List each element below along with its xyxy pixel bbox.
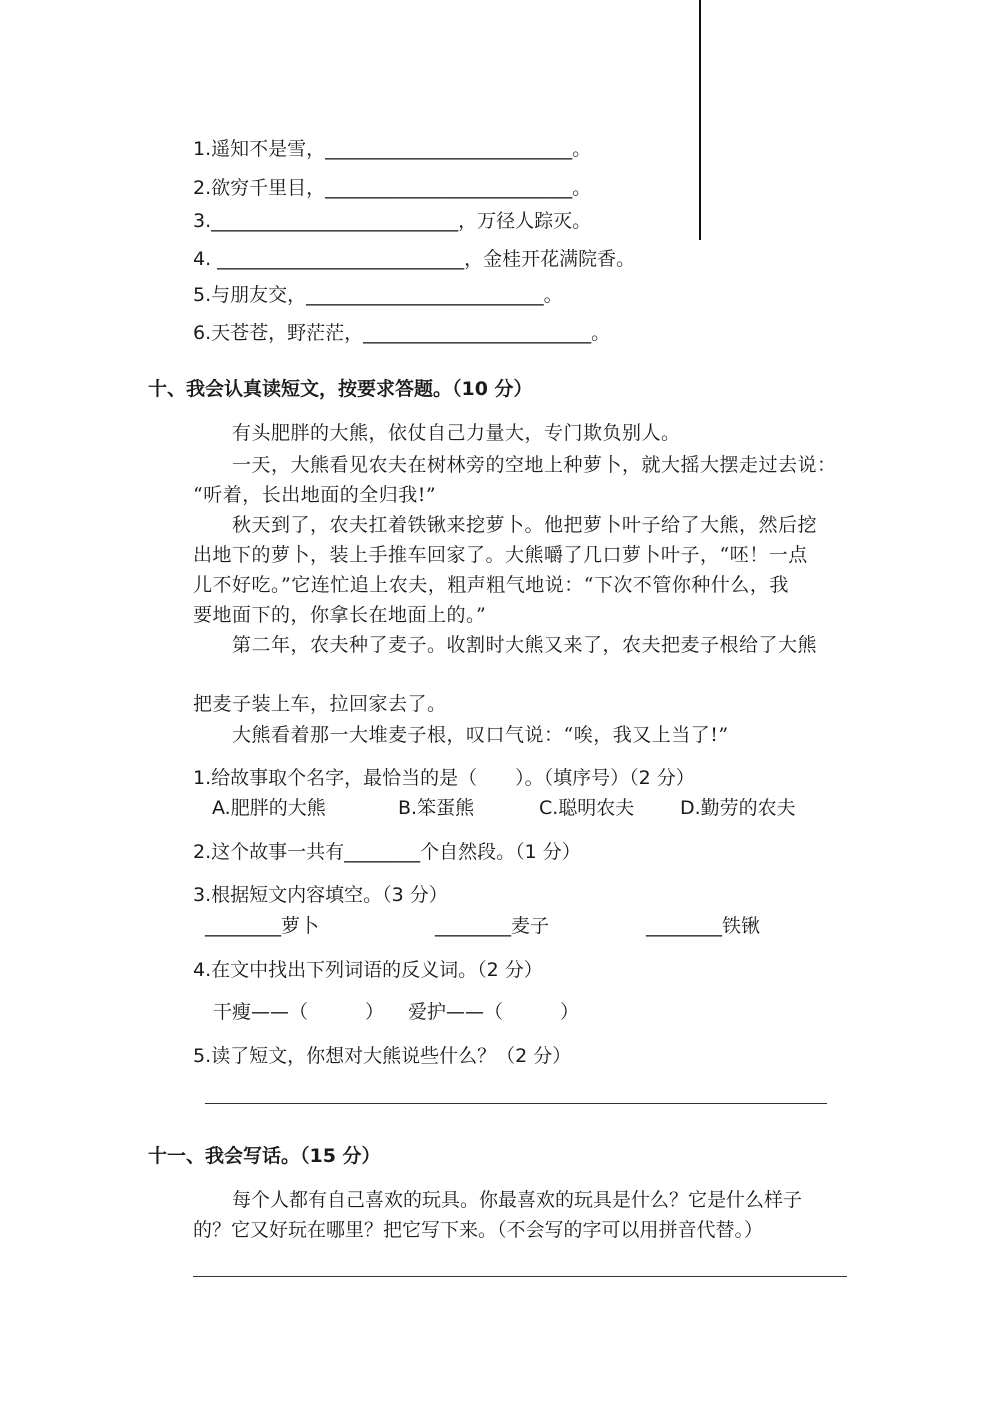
- question-5: 5.读了短文，你想对大熊说些什么？（2 分）: [193, 1045, 572, 1067]
- poem-fill-2: 2.欲穷千里目，__________________________。: [193, 177, 592, 199]
- passage-line-5: 出地下的萝卜，装上手推车回家了。大熊嚼了几口萝卜叶子，“呸！一点: [193, 544, 808, 566]
- passage-line-1: 有头肥胖的大熊，依仗自己力量大，专门欺负别人。: [232, 422, 681, 444]
- question-3-blank-wheat: ________麦子: [435, 915, 550, 937]
- writing-prompt-line-1: 每个人都有自己喜欢的玩具。你最喜欢的玩具是什么？它是什么样子: [232, 1189, 803, 1211]
- question-3-blank-radish: ________萝卜: [205, 915, 320, 937]
- question-4-item-1: 干瘦——（ ）: [213, 1001, 385, 1023]
- question-3: 3.根据短文内容填空。（3 分）: [193, 884, 448, 906]
- section-10-title: 十、我会认真读短文，按要求答题。（10 分）: [148, 378, 533, 400]
- poem-fill-4: 4. __________________________，金桂开花满院香。: [193, 248, 636, 270]
- question-2: 2.这个故事一共有________个自然段。（1 分）: [193, 841, 581, 863]
- passage-line-4: 秋天到了，农夫扛着铁锹来挖萝卜。他把萝卜叶子给了大熊，然后挖: [232, 514, 818, 536]
- question-3-blank-shovel: ________铁锹: [646, 915, 761, 937]
- writing-answer-line[interactable]: [193, 1276, 847, 1277]
- passage-line-10: 大熊看着那一大堆麦子根，叹口气说：“唉，我又上当了!”: [232, 724, 729, 746]
- question-1-option-c: C.聪明农夫: [539, 797, 635, 819]
- passage-line-2: 一天，大熊看见农夫在树林旁的空地上种萝卜，就大摇大摆走过去说：: [232, 454, 837, 476]
- passage-line-3: “听着，长出地面的全归我!”: [193, 484, 437, 506]
- writing-prompt-line-2: 的？它又好玩在哪里？把它写下来。（不会写的字可以用拼音代替。）: [193, 1219, 764, 1241]
- passage-line-8: 第二年，农夫种了麦子。收割时大熊又来了，农夫把麦子根给了大熊: [232, 634, 818, 656]
- question-4-item-2: 爱护——（ ）: [408, 1001, 580, 1023]
- poem-fill-5: 5.与朋友交，_________________________。: [193, 284, 563, 306]
- question-1-option-a: A.肥胖的大熊: [212, 797, 326, 819]
- passage-line-7: 要地面下的，你拿长在地面上的。”: [193, 604, 487, 626]
- poem-fill-1: 1.遥知不是雪，__________________________。: [193, 138, 592, 160]
- question-5-answer-line[interactable]: [205, 1103, 827, 1104]
- question-1-option-d: D.勤劳的农夫: [680, 797, 796, 819]
- question-1: 1.给故事取个名字，最恰当的是（ ）。（填序号）（2 分）: [193, 767, 695, 789]
- binding-margin-line: [699, 0, 701, 240]
- poem-fill-3: 3.__________________________，万径人踪灭。: [193, 210, 592, 232]
- passage-line-9: 把麦子装上车，拉回家去了。: [193, 693, 447, 715]
- question-4: 4.在文中找出下列词语的反义词。（2 分）: [193, 959, 543, 981]
- passage-line-6: 儿不好吃。”它连忙追上农夫，粗声粗气地说：“下次不管你种什么，我: [193, 574, 789, 596]
- question-1-option-b: B.笨蛋熊: [398, 797, 475, 819]
- poem-fill-6: 6.天苍苍，野茫茫，________________________。: [193, 322, 611, 344]
- section-11-title: 十一、我会写话。（15 分）: [148, 1145, 381, 1167]
